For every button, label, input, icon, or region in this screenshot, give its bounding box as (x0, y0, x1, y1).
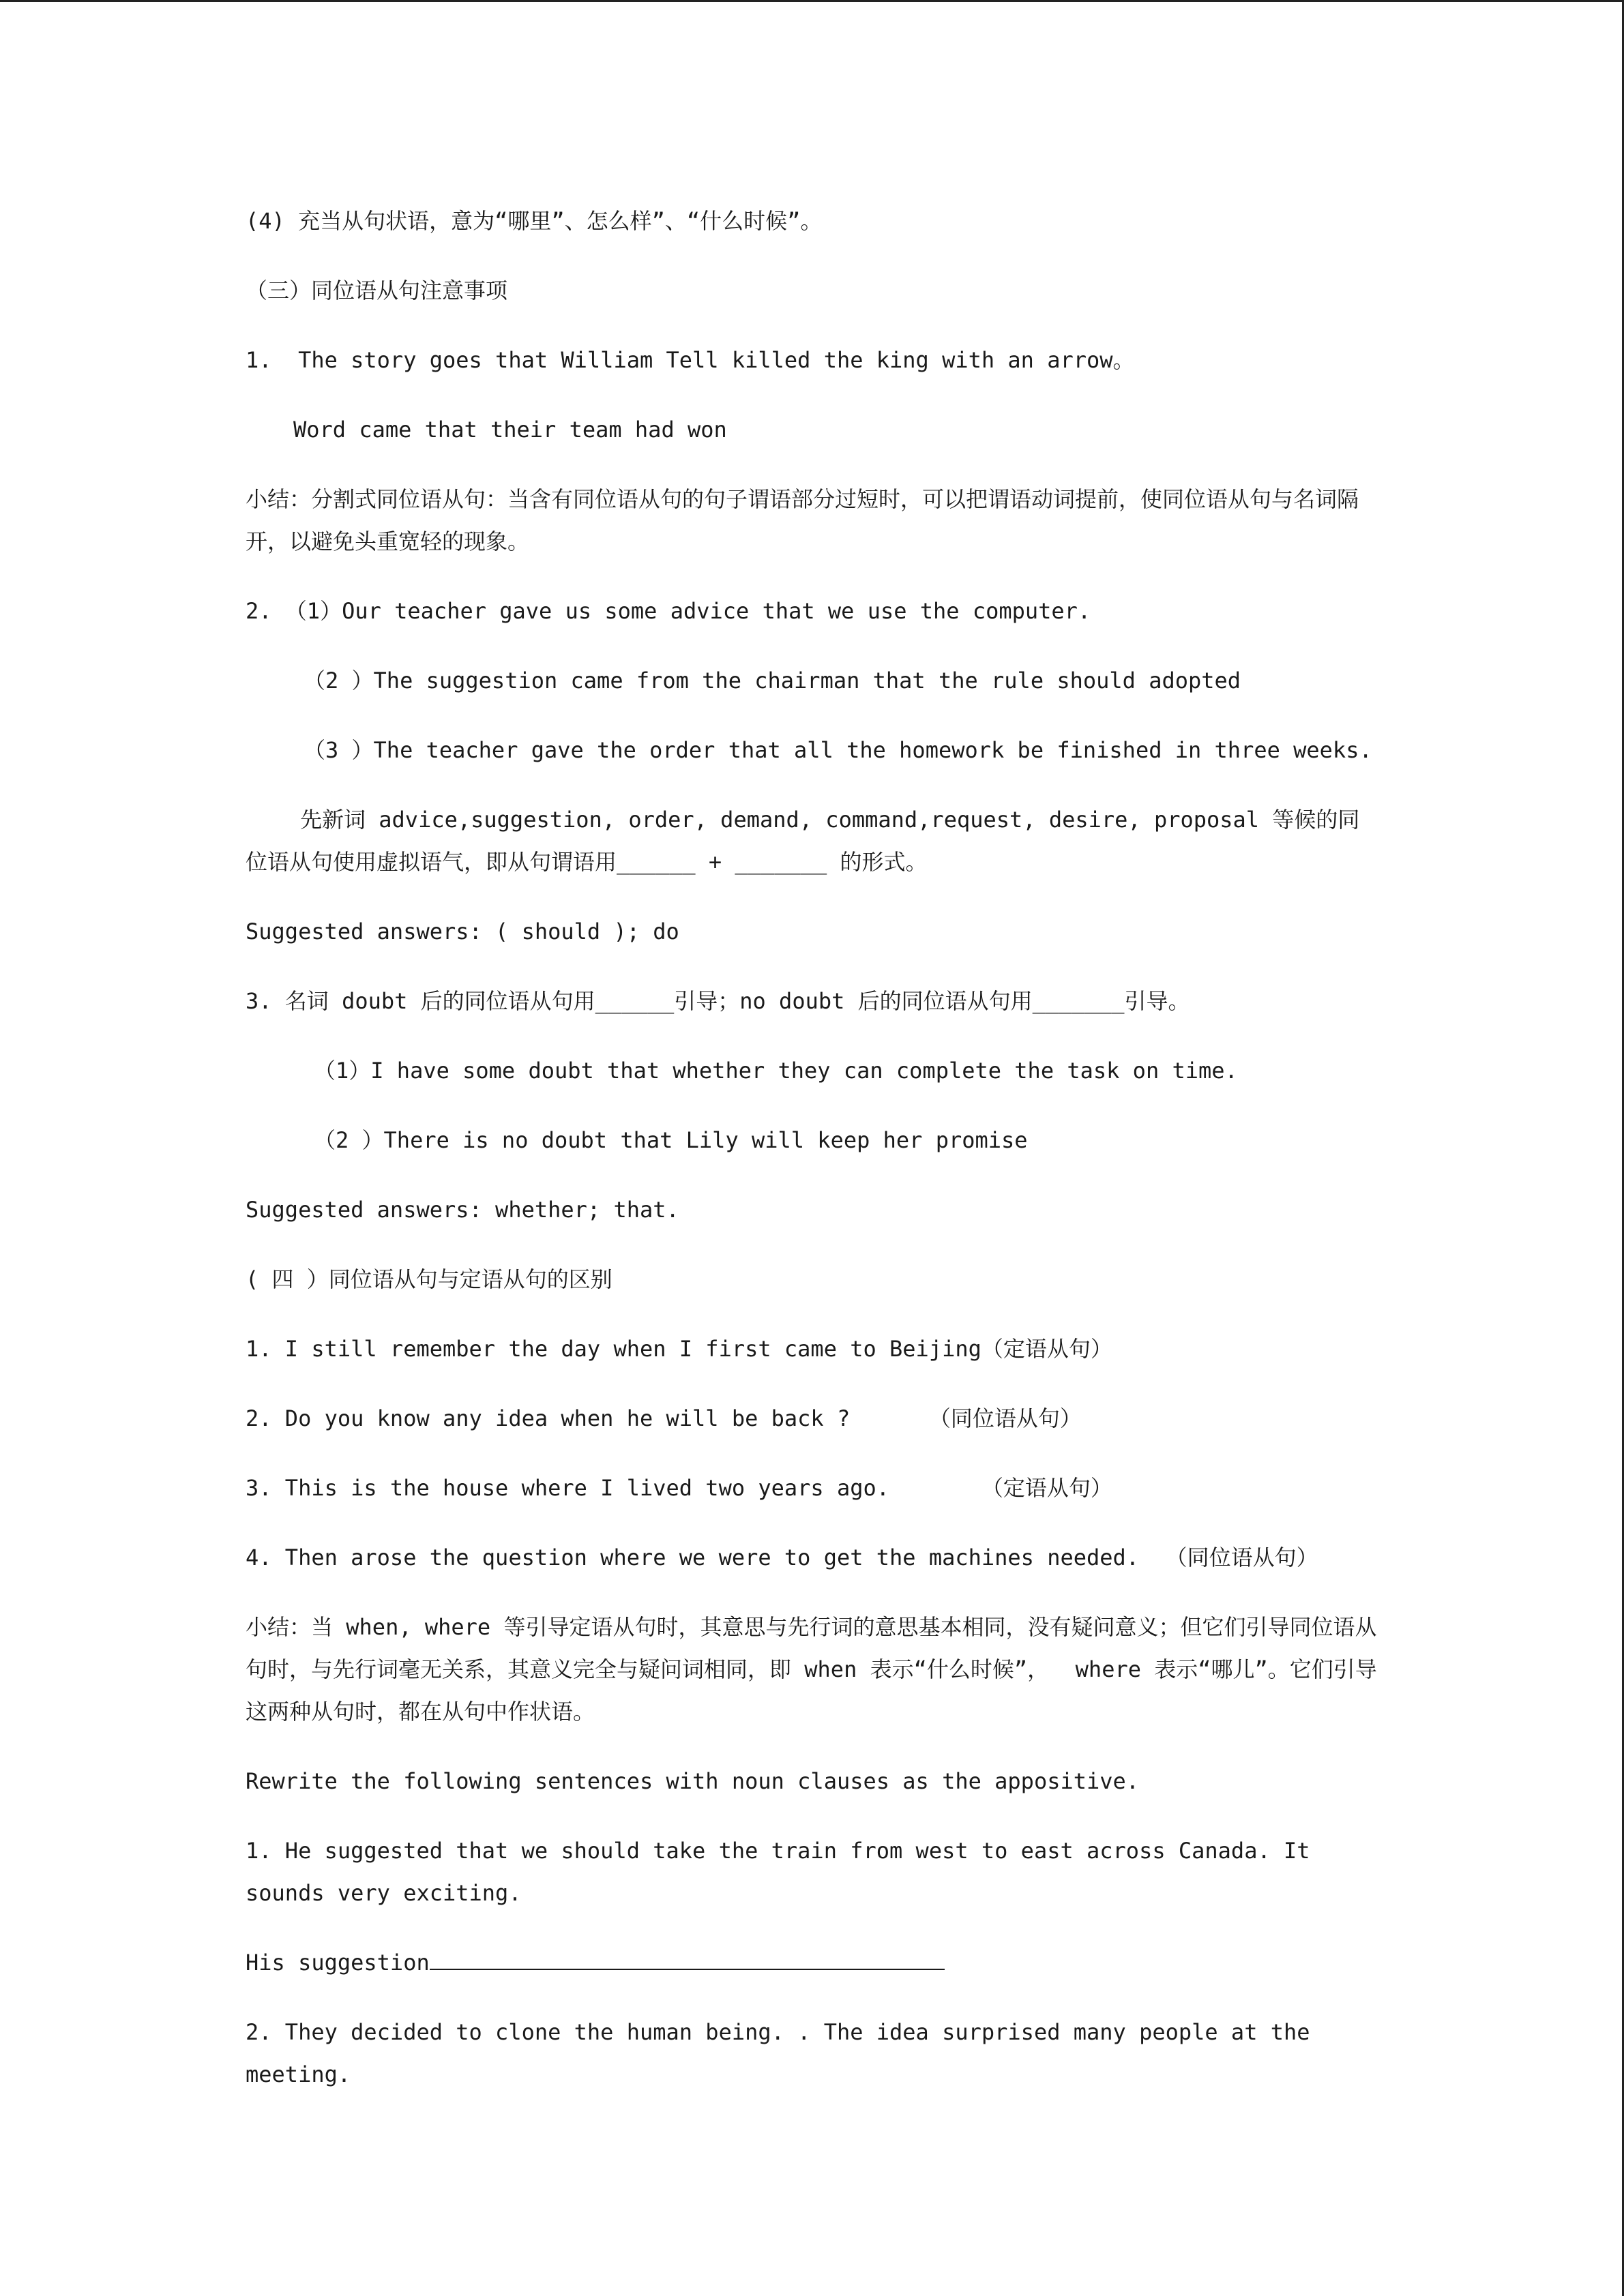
exercise-1-answer-line (246, 1941, 1378, 1984)
section-3-heading: （三）同位语从句注意事项 (246, 278, 508, 303)
example-2-1: 2. （1）Our teacher gave us some advice that we use the computer. (246, 598, 1091, 624)
example-2-3: （3 ）The teacher gave the order that all the homework be finished in three weeks. (304, 737, 1372, 763)
exercise-1: 1. He suggested that we should take the train from west to east across Canada. It sounds very exciting. (246, 1838, 1323, 1906)
summary-when-where: 小结：当 when, where 等引导定语从句时，其意思与先行词的意思基本相同，没有疑问意义；但它们引导同位语从句时，与先行词毫无关系，其意义完全与疑问词相同，即 when 表示“什么时候”， where 表示“哪儿”。它们引导这两种从句时，都在从句中作状语。 (246, 1614, 1377, 1725)
section-4-heading: ( 四 ）同位语从句与定语从句的区别 (246, 1266, 612, 1292)
comparison-3: 3. This is the house where I lived two years ago. （定语从句） (246, 1475, 1112, 1501)
exercise-2: 2. They decided to clone the human being. . The idea surprised many people at the meeting. (246, 2019, 1323, 2087)
item-3-doubt: 3. 名词 doubt 后的同位语从句用______引导；no doubt 后的同位语从句用_______引导。 (246, 988, 1190, 1014)
example-1-sentence: 1. The story goes that William Tell killed the king with an arrow。 (246, 347, 1135, 373)
comparison-2: 2. Do you know any idea when he will be back ? （同位语从句） (246, 1405, 1082, 1431)
example-1-sentence-b: Word came that their team had won (293, 417, 727, 443)
subjunctive-note: 先新词 advice,suggestion, order, demand, command,request, desire, proposal 等候的同位语从句使用虚拟语气，即从句谓语用______ + _______ 的形式。 (246, 807, 1360, 875)
example-2-2: （2 ）The suggestion came from the chairman that the rule should adopted (304, 668, 1241, 694)
exercise-1-answer-prefix: His suggestion (246, 1950, 430, 1976)
suggested-answers-2: Suggested answers: whether; that. (246, 1197, 679, 1223)
exercise-instruction: Rewrite the following sentences with noun clauses as the appositive. (246, 1768, 1140, 1794)
example-3-2: （2 ）There is no doubt that Lily will keep her promise (314, 1127, 1028, 1153)
comparison-1: 1. I still remember the day when I first came to Beijing（定语从句） (246, 1336, 1112, 1362)
summary-split-appositive: 小结：分割式同位语从句：当含有同位语从句的句子谓语部分过短时，可以把谓语动词提前，使同位语从句与名词隔开，以避免头重宽轻的现象。 (246, 486, 1359, 554)
exercise-1-blank[interactable] (430, 1941, 945, 1970)
suggested-answers-1: Suggested answers: ( should ); do (246, 919, 679, 944)
document-body (246, 200, 1378, 2123)
item-4-adverbial: (4) 充当从句状语，意为“哪里”、怎么样”、“什么时候”。 (246, 208, 823, 234)
example-3-1: （1）I have some doubt that whether they can complete the task on time. (314, 1058, 1238, 1084)
comparison-4: 4. Then arose the question where we were to get the machines needed. （同位语从句） (246, 1545, 1318, 1570)
